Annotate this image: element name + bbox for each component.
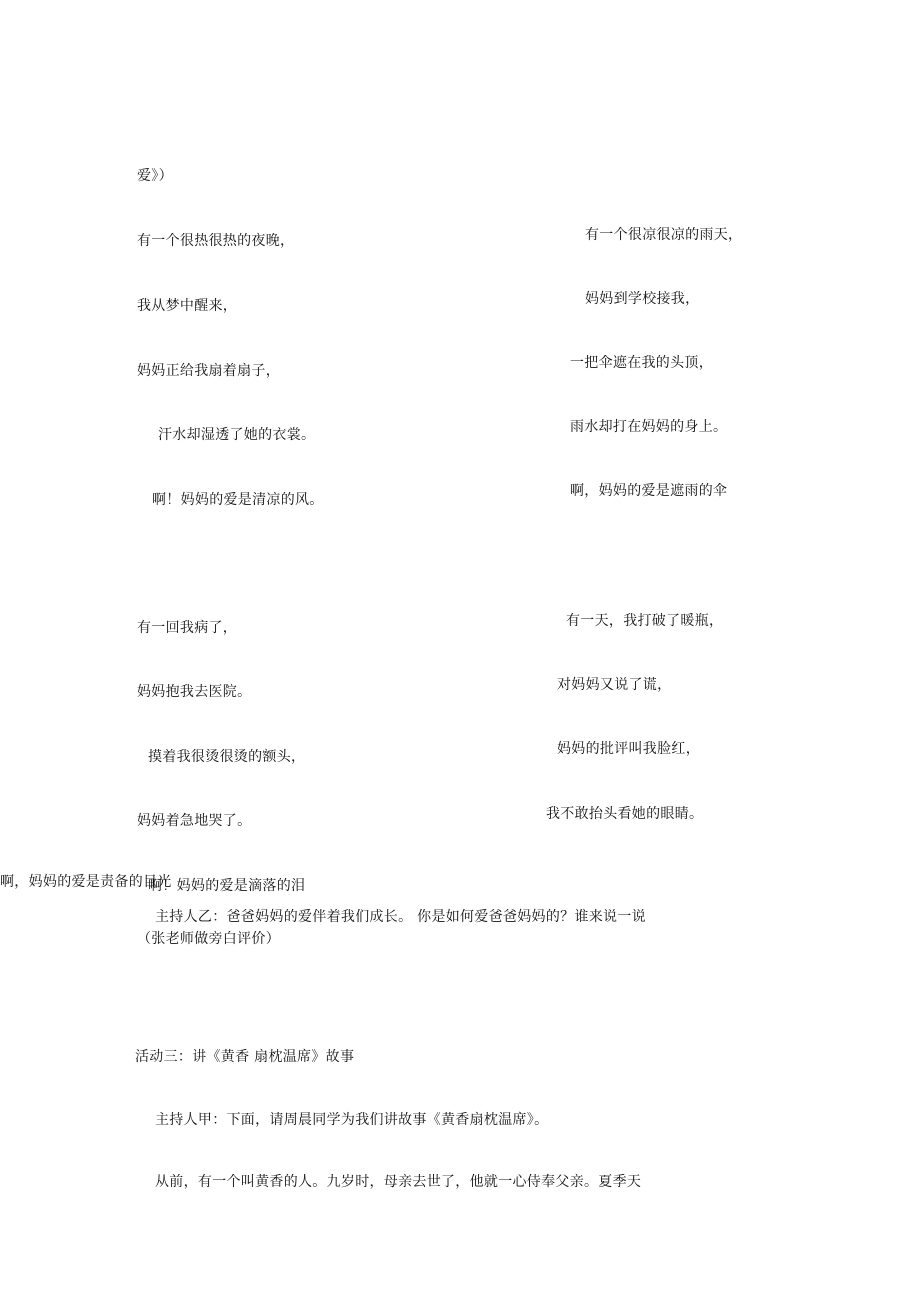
poem-right-2-line-2: 对妈妈又说了谎， — [557, 677, 672, 693]
story-start: 从前，有一个叫黄香的人。九岁时，母亲去世了，他就一心侍奉父亲。夏季天 — [155, 1174, 642, 1190]
host-a-line: 主持人甲：下面，请周晨同学为我们讲故事《黄香扇枕温席》。 — [155, 1112, 549, 1128]
poem-left-1-line-5: 啊！妈妈的爱是清凉的风。 — [152, 492, 324, 508]
poem-overlap-line-b: 啊！妈妈的爱是滴落的泪 — [148, 878, 306, 894]
poem-right-2-line-3: 妈妈的批评叫我脸红， — [557, 741, 700, 757]
poem-right-1-line-4: 雨水却打在妈妈的身上。 — [570, 419, 728, 435]
host-b-line: 主持人乙：爸爸妈妈的爱伴着我们成长。 你是如何爱爸爸妈妈的？谁来说一说 — [155, 909, 646, 925]
poem-right-1-line-2: 妈妈到学校接我， — [585, 291, 700, 307]
poem-right-2-line-4: 我不敢抬头看她的眼睛。 — [546, 806, 704, 822]
poem-right-1-line-3: 一把伞遮在我的头顶， — [570, 355, 713, 371]
poem-left-2-line-2: 妈妈抱我去医院。 — [137, 684, 252, 700]
poem-left-2-line-1: 有一回我病了， — [137, 620, 238, 636]
poem-left-2-line-4: 妈妈着急地哭了。 — [137, 813, 252, 829]
heading-fragment: 爱》） — [137, 168, 173, 184]
poem-right-1-line-1: 有一个很凉很凉的雨天， — [585, 227, 743, 243]
poem-left-1-line-3: 妈妈正给我扇着扇子， — [137, 363, 280, 379]
poem-overlap-line-a: 啊，妈妈的爱是责备的目光 — [0, 874, 172, 890]
poem-left-1-line-1: 有一个很热很热的夜晚， — [137, 233, 295, 249]
poem-left-1-line-2: 我从梦中醒来， — [137, 298, 238, 314]
teacher-note: （张老师做旁白评价） — [137, 931, 280, 947]
poem-left-2-line-3: 摸着我很烫很烫的额头， — [148, 749, 306, 765]
poem-right-1-line-5: 啊，妈妈的爱是遮雨的伞 — [570, 483, 728, 499]
poem-left-1-line-4: 汗水却湿透了她的衣裳。 — [158, 427, 316, 443]
poem-right-2-line-1: 有一天，我打破了暖瓶， — [566, 613, 724, 629]
activity-3-title: 活动三：讲《黄香 扇枕温席》故事 — [135, 1049, 355, 1065]
